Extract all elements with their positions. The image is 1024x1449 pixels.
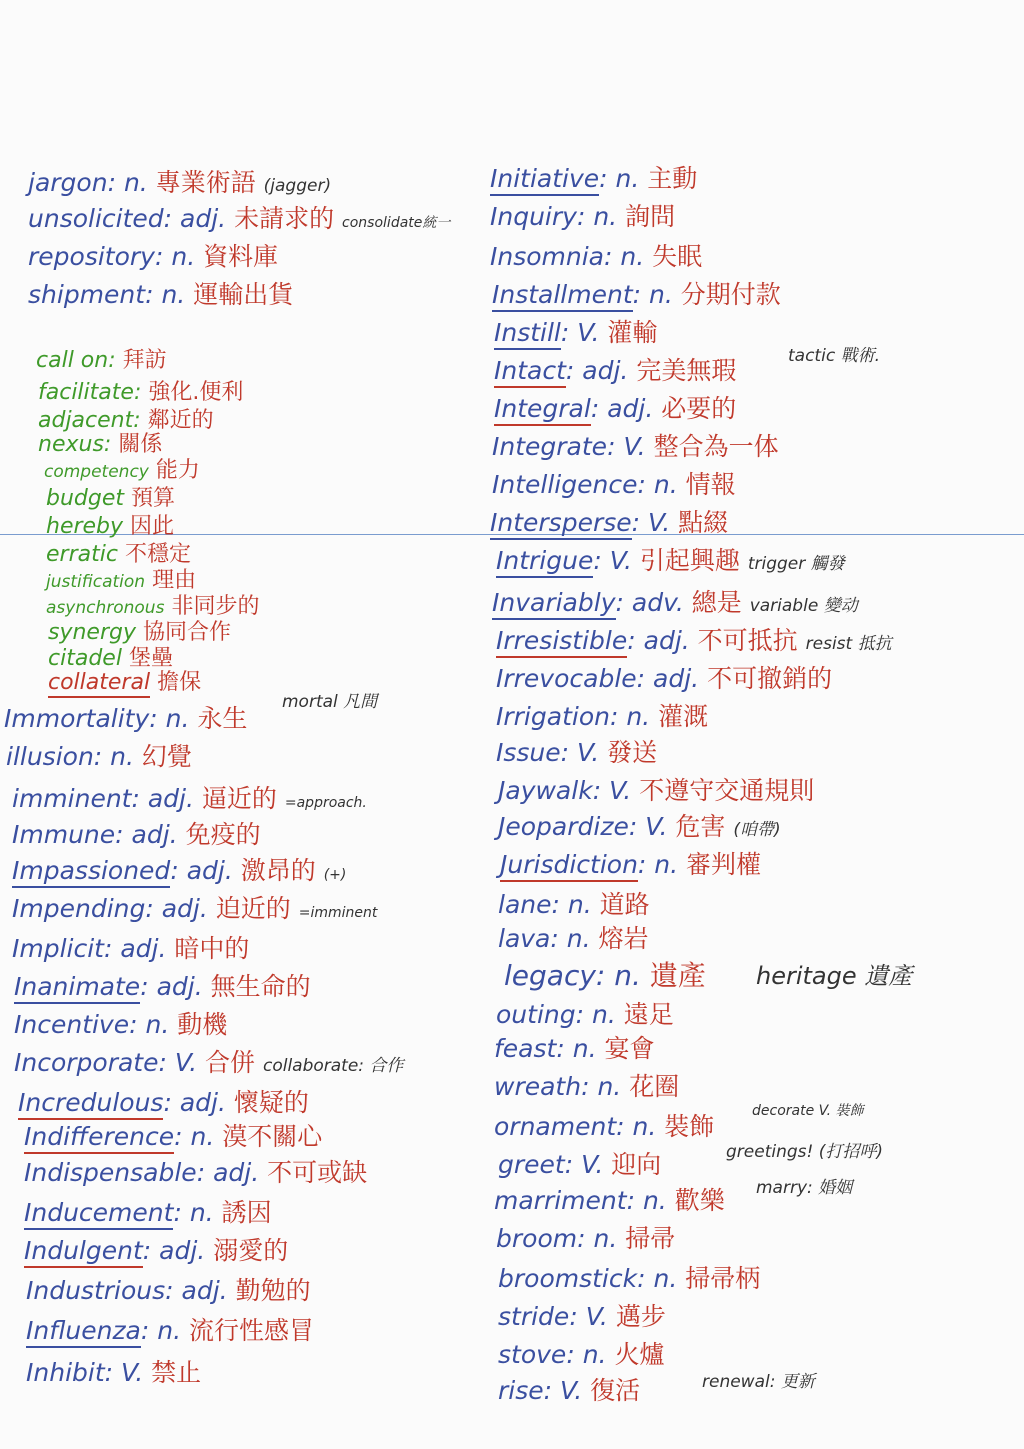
list-item: jargon: n. 專業術語 (jagger): [28, 168, 332, 197]
list-item: Initiative: n. 主動: [490, 166, 697, 191]
list-item: Impassioned: adj. 激昂的 (+): [12, 858, 346, 883]
list-item: nexus: 關係: [38, 432, 163, 457]
side-note: heritage 遺產: [756, 962, 913, 990]
list-item: outing: n. 遠足: [496, 1000, 674, 1029]
list-item: stove: n. 火爐: [498, 1340, 665, 1369]
list-item: imminent: adj. 逼近的 =approach.: [12, 784, 367, 813]
list-item: lava: n. 熔岩: [498, 924, 649, 953]
list-item: unsolicited: adj. 未請求的 consolidate統一: [28, 204, 451, 233]
list-item: facilitate: 強化.便利: [38, 380, 244, 405]
list-item: Immortality: n. 永生: [4, 704, 248, 733]
list-item: Impending: adj. 迫近的 =imminent: [12, 894, 378, 923]
list-item: Integrate: V. 整合為一体: [492, 432, 779, 461]
side-note: greetings! (打招呼): [726, 1142, 883, 1162]
list-item: Intact: adj. 完美無瑕: [494, 358, 736, 383]
side-note: decorate V. 裝飾: [752, 1103, 864, 1119]
list-item: ornament: n. 裝飾: [494, 1112, 715, 1141]
list-item: Industrious: adj. 勤勉的: [26, 1276, 311, 1305]
list-item: competency 能力: [44, 458, 200, 483]
list-item: Integral: adj. 必要的: [494, 396, 736, 421]
list-item: repository: n. 資料庫: [28, 242, 279, 271]
list-item: erratic 不穩定: [46, 542, 191, 567]
list-item: budget 預算: [46, 486, 176, 511]
list-item: Invariably: adv. 總是 variable 變动: [492, 590, 858, 615]
list-item: adjacent: 鄰近的: [38, 408, 214, 433]
list-item: shipment: n. 運輸出貨: [28, 280, 294, 309]
list-item: Intelligence: n. 情報: [492, 470, 736, 499]
side-note: renewal: 更新: [702, 1372, 815, 1392]
list-item: call on: 拜訪: [36, 348, 167, 373]
list-item: Intrigue: V. 引起興趣 trigger 觸發: [496, 548, 845, 573]
list-item: Jaywalk: V. 不遵守交通規則: [498, 776, 815, 805]
list-item: Jurisdiction: n. 審判權: [500, 852, 761, 877]
list-item: Inducement: n. 誘因: [24, 1200, 272, 1225]
list-item: wreath: n. 花圈: [494, 1072, 680, 1101]
list-item: Immune: adj. 免疫的: [12, 820, 261, 849]
list-item: stride: V. 邁步: [498, 1302, 666, 1331]
list-item: Incentive: n. 動機: [14, 1010, 228, 1039]
list-item: Indulgent: adj. 溺愛的: [24, 1238, 288, 1263]
list-item: Jeopardize: V. 危害 (咱帶): [498, 812, 781, 841]
list-item: Irrigation: n. 灌溉: [496, 702, 709, 731]
list-item: asynchronous 非同步的: [46, 594, 260, 619]
list-item: Inanimate: adj. 無生命的: [14, 974, 311, 999]
list-item: collateral 擔保: [48, 672, 201, 694]
list-item: Intersperse: V. 點綴: [490, 510, 728, 535]
list-item: Implicit: adj. 暗中的: [12, 934, 250, 963]
side-note: mortal 凡間: [282, 692, 378, 712]
list-item: rise: V. 復活: [498, 1376, 641, 1405]
list-item: Insomnia: n. 失眠: [490, 242, 703, 271]
list-item: Irresistible: adj. 不可抵抗 resist 抵抗: [496, 628, 892, 653]
list-item: Issue: V. 發送: [496, 738, 658, 767]
list-item: Inhibit: V. 禁止: [26, 1358, 202, 1387]
list-item: justification 理由: [46, 568, 197, 593]
list-item: citadel 堡壘: [48, 646, 173, 671]
list-item: hereby 因此: [46, 514, 175, 539]
list-item: Incorporate: V. 合併 collaborate: 合作: [14, 1048, 404, 1077]
list-item: legacy: n. 遺產: [504, 959, 706, 992]
list-item: Inquiry: n. 詢問: [490, 202, 676, 231]
list-item: feast: n. 宴會: [494, 1034, 655, 1063]
list-item: illusion: n. 幻覺: [6, 742, 192, 771]
list-item: Instill: V. 灌輸: [494, 320, 657, 345]
list-item: greet: V. 迎向: [498, 1150, 662, 1179]
list-item: Incredulous: adj. 懷疑的: [18, 1090, 309, 1115]
list-item: broomstick: n. 掃帚柄: [498, 1264, 761, 1293]
list-item: synergy 協同合作: [48, 620, 232, 645]
list-item: lane: n. 道路: [498, 890, 650, 919]
list-item: Influenza: n. 流行性感冒: [26, 1318, 314, 1343]
list-item: Installment: n. 分期付款: [492, 282, 781, 307]
list-item: Indispensable: adj. 不可或缺: [24, 1158, 368, 1187]
side-note: tactic 戰術.: [788, 346, 880, 366]
side-note: marry: 婚姻: [756, 1178, 853, 1198]
list-item: broom: n. 掃帚: [496, 1224, 676, 1253]
list-item: marriment: n. 歡樂: [494, 1186, 725, 1215]
list-item: Indifference: n. 漠不關心: [24, 1124, 322, 1149]
list-item: Irrevocable: adj. 不可撤銷的: [496, 664, 833, 693]
